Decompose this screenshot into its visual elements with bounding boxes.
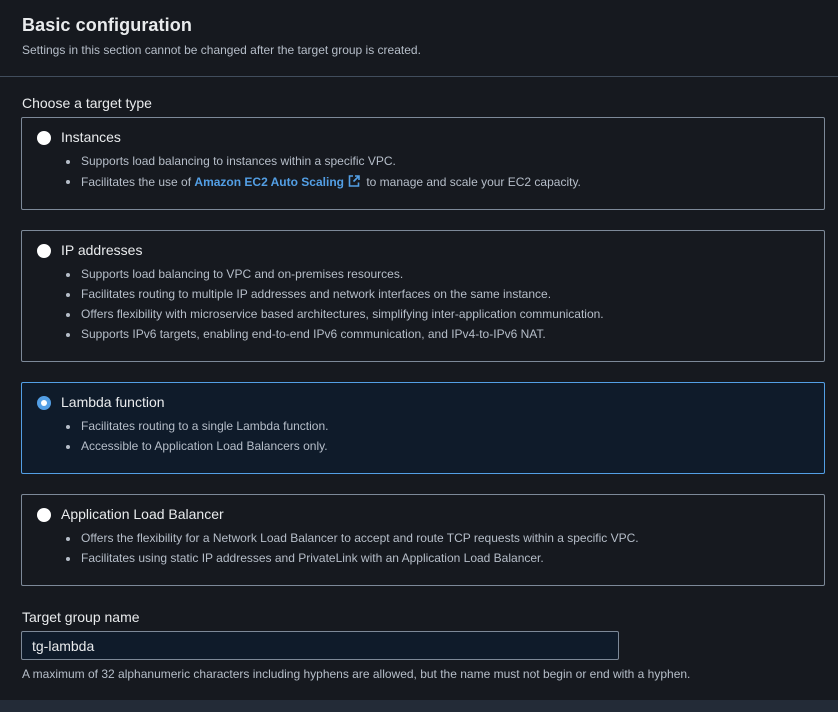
target-type-tile-application-load-balancer[interactable] <box>21 494 825 586</box>
target-group-name-input[interactable] <box>21 631 619 660</box>
target-type-tile-ip-addresses[interactable] <box>21 230 825 362</box>
target-type-label-application-load-balancer: Application Load Balancer <box>61 506 224 522</box>
bullet-text: to manage and scale your EC2 capacity. <box>366 175 581 189</box>
instances-bullet-list <box>81 154 581 194</box>
target-type-tile-instances[interactable] <box>21 117 825 210</box>
list-item: Supports load balancing to instances within a specific VPC. <box>81 154 581 174</box>
section-title: Basic configuration <box>22 15 192 35</box>
target-type-label: Choose a target type <box>22 95 152 111</box>
target-group-name-label: Target group name <box>22 609 140 625</box>
ec2-auto-scaling-link[interactable]: Amazon EC2 Auto Scaling <box>194 175 344 189</box>
lambda-function-bullet-list <box>81 419 328 459</box>
list-item: Accessible to Application Load Balancers only. <box>81 439 328 459</box>
target-type-label-lambda-function: Lambda function <box>61 394 165 410</box>
radio-application-load-balancer[interactable] <box>37 508 51 522</box>
external-link-icon[interactable] <box>347 174 361 191</box>
radio-ip-addresses[interactable] <box>37 244 51 258</box>
section-subtitle: Settings in this section cannot be changed after the target group is created. <box>22 43 421 57</box>
list-item: Offers the flexibility for a Network Load Balancer to accept and route TCP requests within a specific VPC. <box>81 531 639 551</box>
target-group-name-hint: A maximum of 32 alphanumeric characters including hyphens are allowed, but the name must not begin or end with a hyphen. <box>22 667 691 681</box>
list-item: Facilitates routing to a single Lambda function. <box>81 419 328 439</box>
target-type-label-ip-addresses: IP addresses <box>61 242 143 258</box>
target-type-tile-lambda-function[interactable] <box>21 382 825 474</box>
ip-addresses-bullet-list <box>81 267 604 347</box>
list-item: Offers flexibility with microservice based architectures, simplifying inter-application communication. <box>81 307 604 327</box>
radio-lambda-function[interactable] <box>37 396 51 410</box>
list-item: Facilitates routing to multiple IP addresses and network interfaces on the same instance. <box>81 287 604 307</box>
target-type-label-instances: Instances <box>61 129 121 145</box>
section-header <box>0 0 838 77</box>
list-item: Facilitates using static IP addresses and PrivateLink with an Application Load Balancer. <box>81 551 639 571</box>
list-item: Supports load balancing to VPC and on-premises resources. <box>81 267 604 287</box>
list-item: Supports IPv6 targets, enabling end-to-end IPv6 communication, and IPv4-to-IPv6 NAT. <box>81 327 604 347</box>
section-footer-divider <box>0 700 838 712</box>
list-item <box>81 174 581 194</box>
application-load-balancer-bullet-list <box>81 531 639 571</box>
radio-instances[interactable] <box>37 131 51 145</box>
bullet-text: Facilitates the use of <box>81 175 192 189</box>
